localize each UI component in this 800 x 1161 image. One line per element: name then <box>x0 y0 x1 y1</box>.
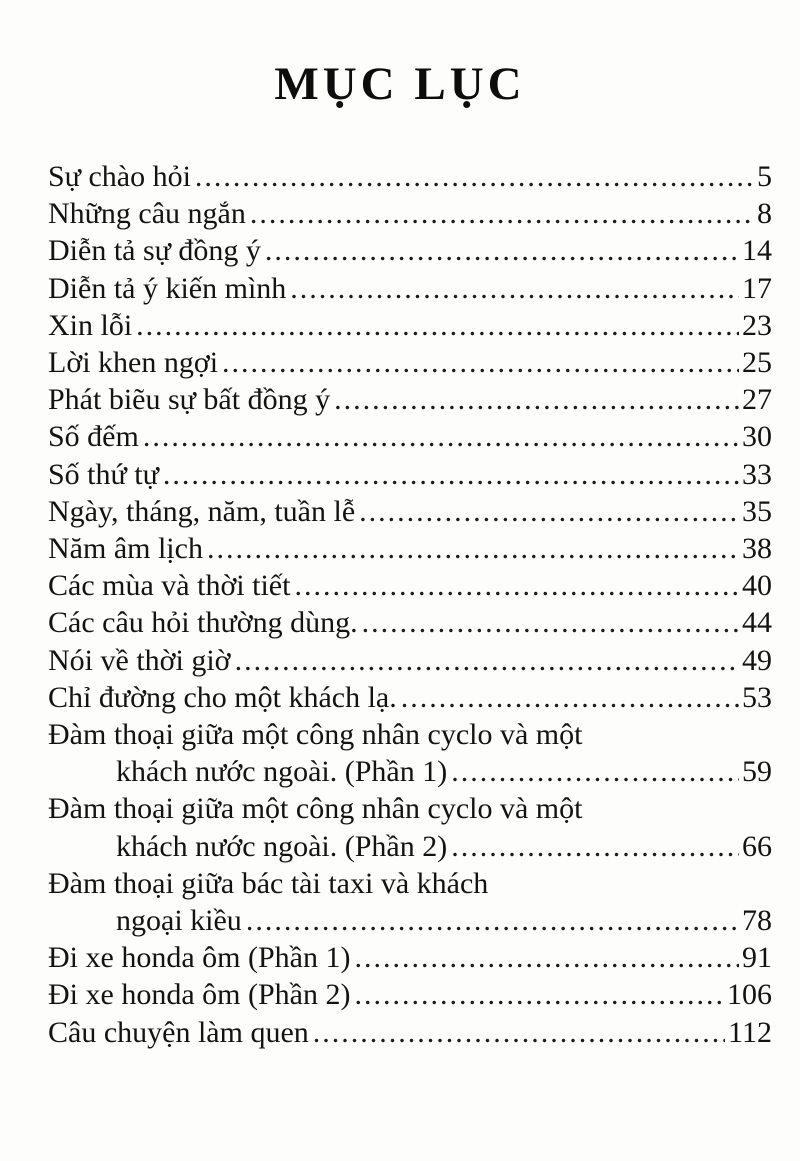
table-of-contents <box>0 158 800 1051</box>
dot-leader <box>163 456 739 493</box>
dot-leader <box>136 307 739 344</box>
dot-leader <box>235 642 739 679</box>
toc-entry <box>48 158 772 195</box>
toc-entry <box>48 604 772 641</box>
toc-entry-page: 5 <box>757 160 772 193</box>
toc-entry-page: 25 <box>742 346 772 380</box>
toc-entry-page: 91 <box>742 941 772 975</box>
dot-leader <box>354 976 724 1013</box>
toc-entry-page: 38 <box>742 532 772 566</box>
toc-entry-page: 44 <box>742 606 772 640</box>
dot-leader <box>265 232 739 269</box>
toc-entry-title: Những câu ngắn <box>48 197 246 231</box>
toc-entry-title: Số đếm <box>48 420 139 454</box>
dot-leader <box>250 195 754 232</box>
toc-entry <box>48 530 772 567</box>
toc-entry-title: Diễn tả sự đồng ý <box>48 234 261 268</box>
toc-entry-title: Năm âm lịch <box>48 532 203 566</box>
toc-entry-title: Số thứ tự <box>48 457 159 491</box>
toc-entry-title: Các câu hỏi thường dùng. <box>48 606 358 640</box>
toc-entry-page: 30 <box>742 420 772 454</box>
toc-entry-title: Đi xe honda ôm (Phần 2) <box>48 978 351 1012</box>
dot-leader <box>401 679 739 716</box>
dot-leader <box>290 270 739 307</box>
toc-entry-title: Diễn tả ý kiến mình <box>48 271 287 305</box>
toc-entry-title: Các mùa và thời tiết <box>48 569 291 603</box>
toc-entry <box>48 456 772 493</box>
toc-entry-title: Nói về thời giờ <box>48 643 231 677</box>
toc-entry-title-line2: khách nước ngoài. (Phần 2) <box>116 829 448 863</box>
toc-entry-page: 35 <box>742 494 772 528</box>
toc-entry <box>48 195 772 232</box>
dot-leader <box>354 939 739 976</box>
toc-entry-page: 106 <box>727 978 772 1012</box>
toc-entry-title: Đi xe honda ôm (Phần 1) <box>48 941 351 975</box>
toc-entry-title-line1: Đàm thoại giữa bác tài taxi và khách <box>48 866 489 900</box>
toc-entry <box>48 939 772 976</box>
toc-entry-title: Sự chào hỏi <box>48 160 191 193</box>
toc-entry-title: Ngày, tháng, năm, tuần lễ <box>48 494 356 528</box>
toc-entry-page: 23 <box>742 308 772 342</box>
toc-entry-page: 8 <box>757 197 772 231</box>
toc-entry-page: 112 <box>728 1015 772 1049</box>
toc-entry <box>48 790 772 864</box>
toc-entry-page: 40 <box>742 569 772 603</box>
dot-leader <box>207 530 739 567</box>
toc-entry-page: 78 <box>742 904 772 938</box>
toc-entry-page: 59 <box>742 755 772 789</box>
dot-leader <box>195 158 754 195</box>
dot-leader <box>143 418 739 455</box>
toc-entry-page: 27 <box>742 383 772 417</box>
toc-entry-page: 49 <box>742 643 772 677</box>
toc-entry <box>48 567 772 604</box>
toc-entry-page: 53 <box>742 680 772 714</box>
dot-leader <box>451 753 739 790</box>
toc-entry <box>48 1014 772 1051</box>
toc-entry-page: 66 <box>742 829 772 863</box>
toc-entry-page: 33 <box>742 457 772 491</box>
toc-entry <box>48 232 772 269</box>
toc-entry <box>48 344 772 381</box>
dot-leader <box>362 604 739 641</box>
toc-entry <box>48 270 772 307</box>
dot-leader <box>246 902 739 939</box>
dot-leader <box>334 381 739 418</box>
toc-entry-title: Xin lỗi <box>48 308 133 342</box>
dot-leader <box>451 828 739 865</box>
toc-entry-title: Chỉ đường cho một khách lạ. <box>48 680 397 714</box>
toc-entry <box>48 679 772 716</box>
toc-entry <box>48 418 772 455</box>
toc-entry <box>48 307 772 344</box>
dot-leader <box>294 567 739 604</box>
toc-entry-title-line2: ngoại kiều <box>116 904 242 938</box>
toc-entry <box>48 381 772 418</box>
toc-entry-title: Phát biẽu sự bất đồng ý <box>48 383 331 417</box>
dot-leader <box>222 344 739 381</box>
toc-entry <box>48 716 772 790</box>
toc-entry <box>48 642 772 679</box>
toc-entry-title: Lời khen ngợi <box>48 346 219 380</box>
toc-entry <box>48 493 772 530</box>
toc-entry-title-line2: khách nước ngoài. (Phần 1) <box>116 755 448 789</box>
page-title: MỤC LỤC <box>274 58 526 110</box>
dot-leader <box>359 493 739 530</box>
dot-leader <box>313 1014 725 1051</box>
toc-entry-title: Câu chuyện làm quen <box>48 1015 309 1049</box>
toc-entry-page: 17 <box>742 271 772 305</box>
toc-entry-page: 14 <box>742 234 772 268</box>
toc-entry <box>48 865 772 939</box>
toc-entry <box>48 976 772 1013</box>
toc-entry-title-line1: Đàm thoại giữa một công nhân cyclo và một <box>48 718 583 752</box>
toc-entry-title-line1: Đàm thoại giữa một công nhân cyclo và một <box>48 792 583 826</box>
